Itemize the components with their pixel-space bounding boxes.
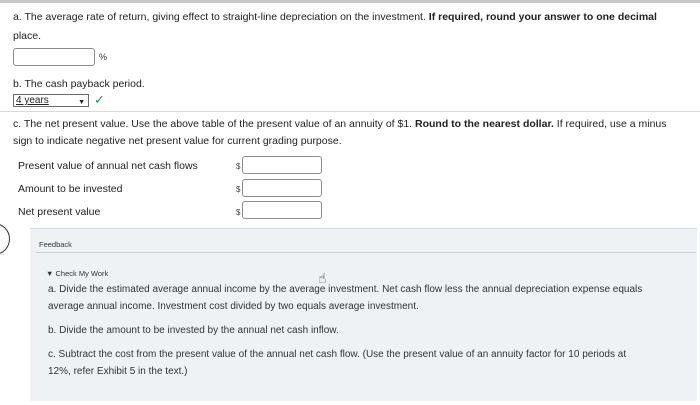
- side-indicator: [0, 223, 10, 255]
- top-border: [0, 0, 700, 3]
- amount-invested-label: Amount to be invested: [18, 183, 123, 195]
- dropdown-arrow-icon: ▼: [78, 99, 85, 106]
- question-b-label: b. The cash payback period.: [13, 78, 145, 90]
- pv-annual-cash-flows-label: Present value of annual net cash flows: [18, 160, 198, 172]
- feedback-item-c-line1: c. Subtract the cost from the present value of the annual net cash flow. (Use the present value of an annuity factor for 10 periods at: [48, 349, 627, 360]
- net-present-value-input[interactable]: [242, 201, 322, 219]
- checkmark-icon: ✓: [94, 92, 105, 107]
- net-present-value-label: Net present value: [18, 206, 101, 218]
- average-rate-input[interactable]: [13, 48, 95, 66]
- payback-period-value: 4 years: [16, 95, 49, 106]
- section-divider: [0, 111, 700, 112]
- hand-cursor-icon: ☝: [318, 270, 327, 286]
- feedback-item-b: b. Divide the amount to be invested by the annual net cash inflow.: [48, 325, 339, 336]
- feedback-item-a-line1: a. Divide the estimated average annual income by the average investment. Net cash flow less the annual depreciation expense equals: [48, 284, 643, 295]
- question-c-text: c. The net present value. Use the above table of the present value of an annuity of $1. Round to the nearest dollar. If required, use a minus: [13, 118, 667, 130]
- currency-symbol: $: [236, 162, 241, 171]
- amount-invested-input[interactable]: [242, 179, 322, 197]
- question-a-text-line2: place.: [13, 30, 42, 42]
- question-c-text-line2: sign to indicate negative net present value for current grading purpose.: [13, 135, 342, 147]
- feedback-title: Feedback: [39, 240, 72, 249]
- feedback-item-a-line2: average annual income. Investment cost divided by two equals average investment.: [48, 301, 419, 312]
- feedback-divider: [36, 252, 696, 253]
- payback-period-select[interactable]: [13, 94, 89, 107]
- currency-symbol: $: [236, 185, 241, 194]
- percent-unit: %: [99, 52, 108, 62]
- check-my-work-toggle[interactable]: ▼ Check My Work: [46, 269, 109, 278]
- currency-symbol: $: [236, 208, 241, 217]
- question-a-text: a. The average rate of return, giving effect to straight-line depreciation on the investment. If required, round your answer to one decimal: [13, 11, 657, 23]
- feedback-item-c-line2: 12%, refer Exhibit 5 in the text.): [48, 366, 188, 377]
- pv-annual-cash-flows-input[interactable]: [242, 156, 322, 174]
